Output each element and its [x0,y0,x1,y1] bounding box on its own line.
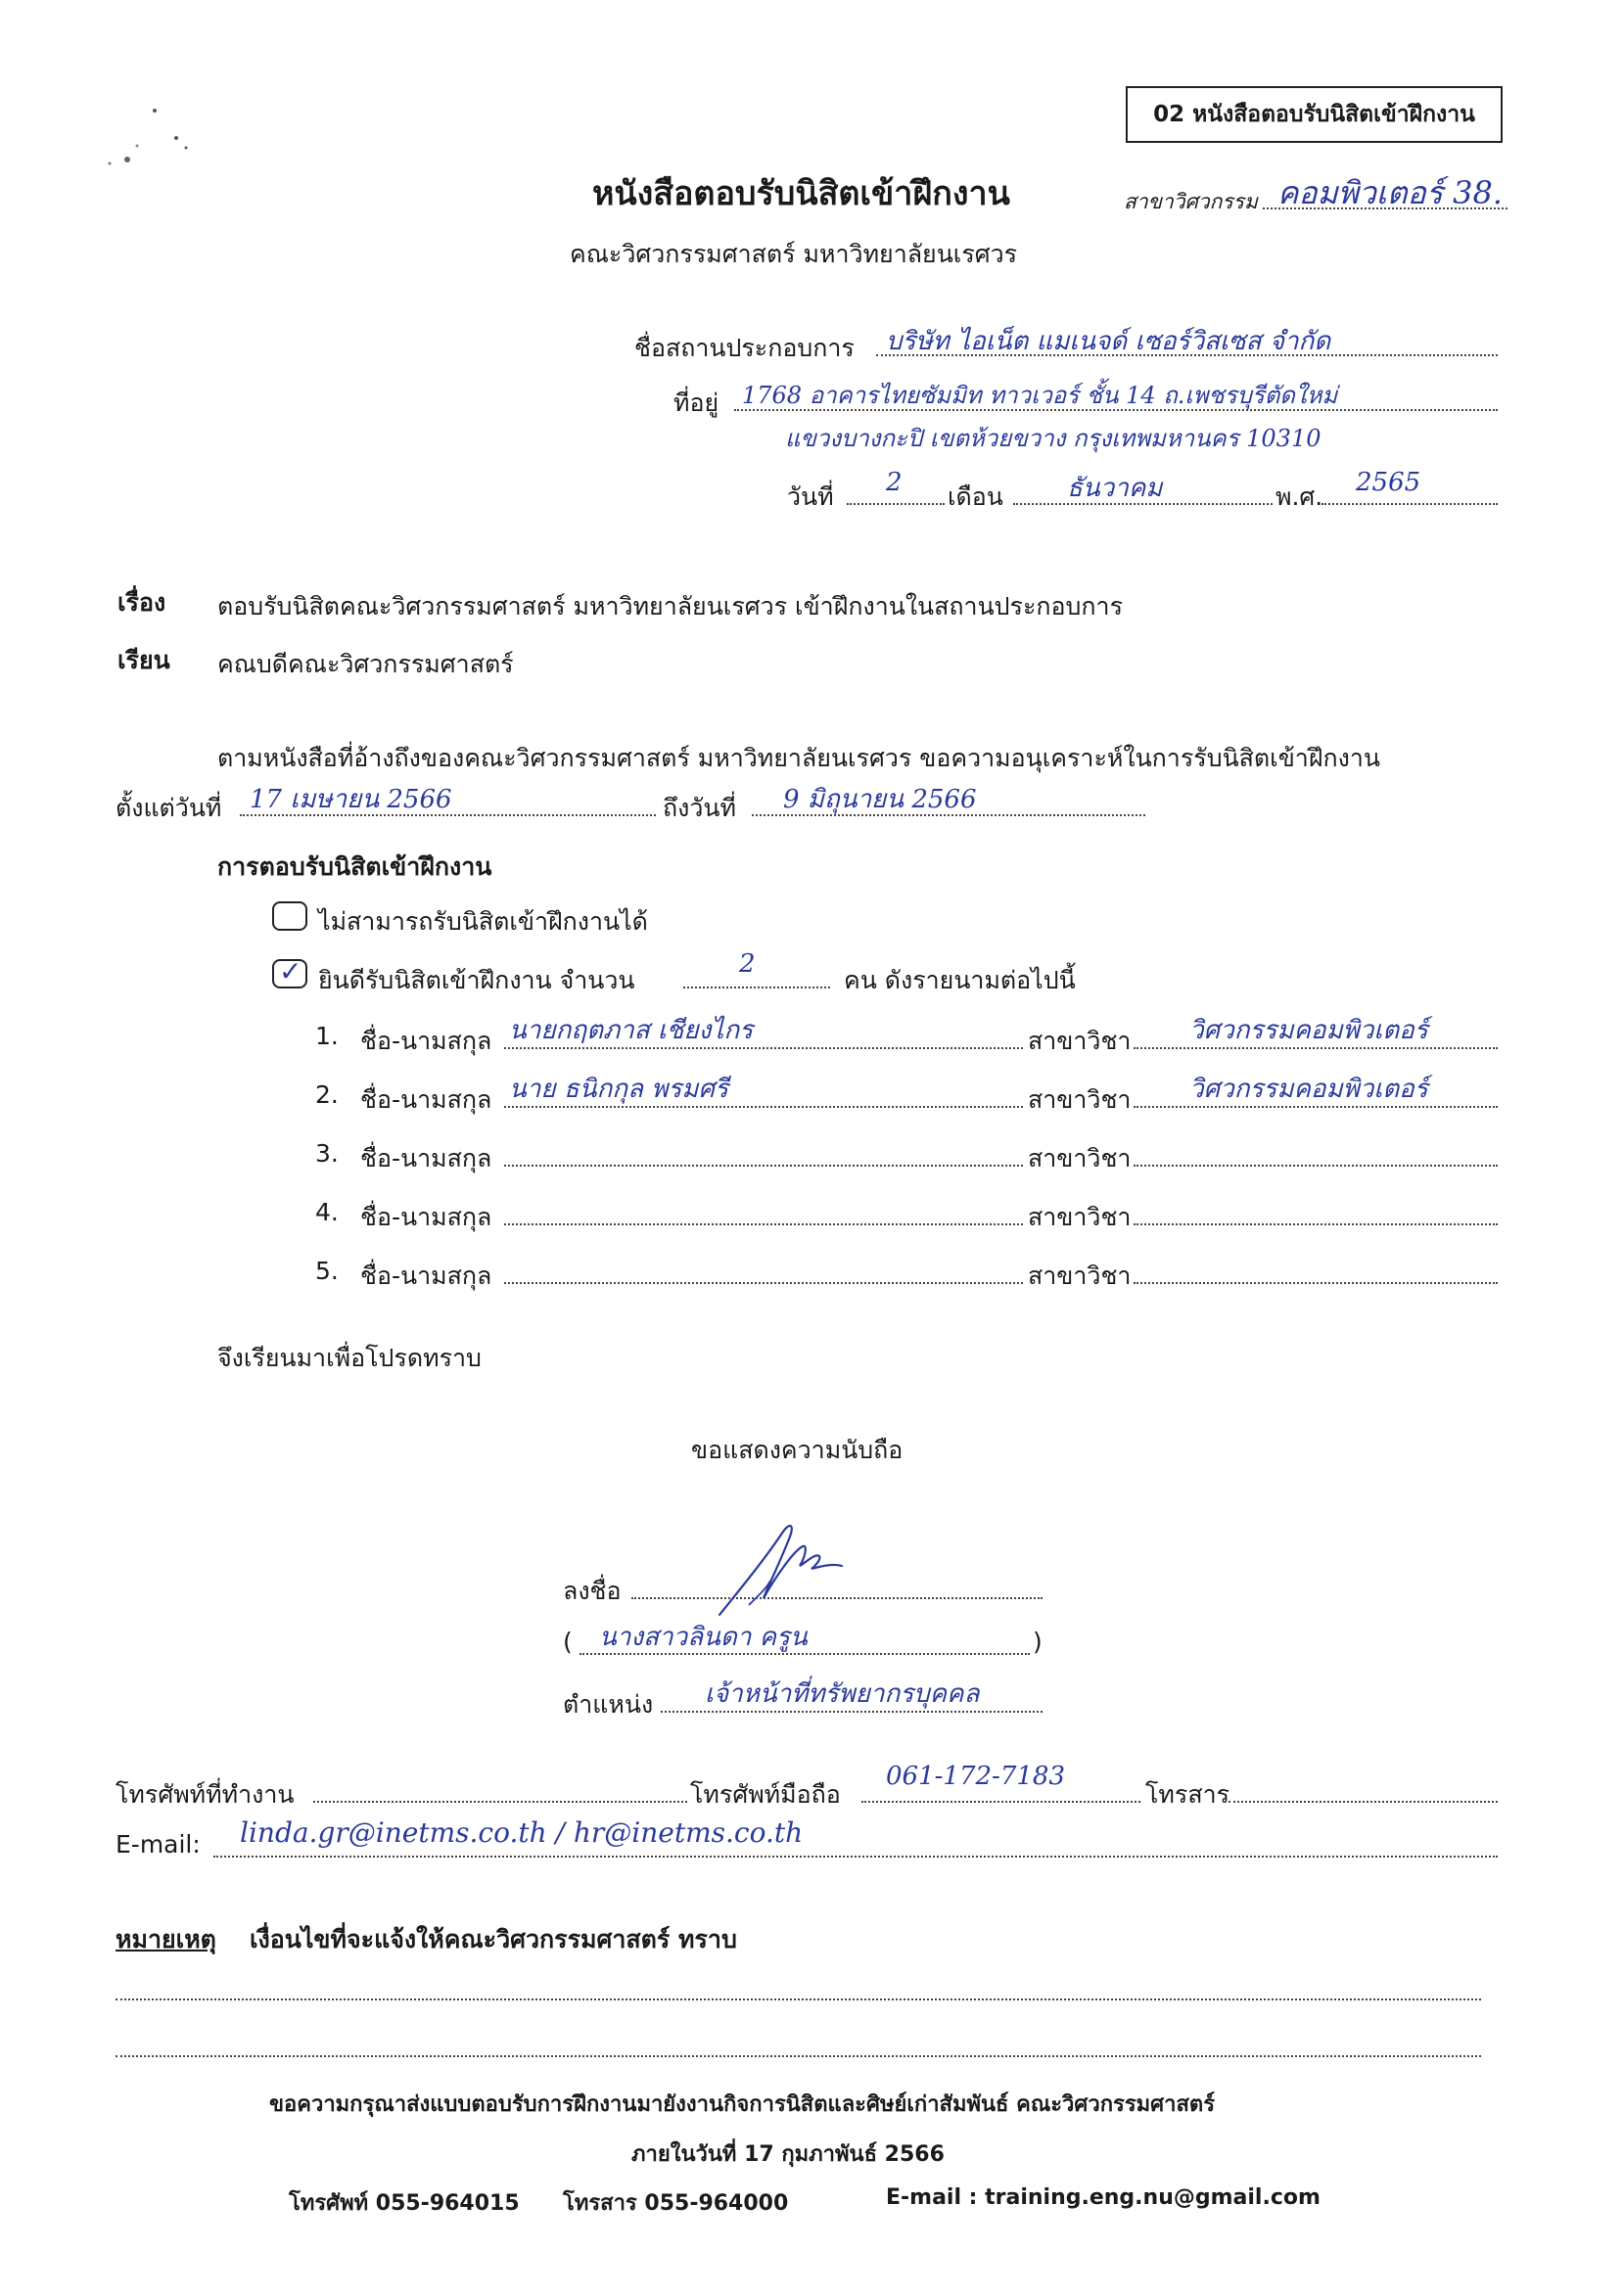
check-icon: ✓ [279,955,302,987]
position-label: ตำแหน่ง [563,1690,654,1719]
page-title: หนังสือตอบรับนิสิตเข้าฝึกงาน [592,174,1010,213]
student-no: 5. [315,1257,339,1285]
branch-label: สาขาวิศวกรรม [1124,190,1258,213]
date-year-dots [1322,503,1498,505]
signature-image [710,1512,857,1625]
date-year-label: พ.ศ. [1275,482,1323,511]
student-major-label: สาขาวิชา [1028,1027,1132,1055]
footer-line2: ภายในวันที่ 17 กุมภาพันธ์ 2566 [631,2142,945,2167]
date-day: 2 [886,468,903,497]
scan-specks [98,103,206,181]
page-subtitle: คณะวิศวกรรมศาสตร์ มหาวิทยาลัยนเรศวร [570,240,1018,268]
reject-checkbox[interactable] [272,901,307,931]
subject-label: เรื่อง [117,588,166,617]
student-major-dots [1134,1282,1498,1284]
student-name-label: ชื่อ-นามสกุล [360,1144,492,1172]
period-from-value: 17 เมษายน 2566 [250,785,452,814]
student-name: นายกฤตภาส เชียงไกร [509,1016,754,1045]
student-major-label: สาขาวิชา [1028,1262,1132,1290]
sign-label: ลงชื่อ [563,1577,622,1605]
form-code: 02 หนังสือตอบรับนิสิตเข้าฝึกงาน [1153,102,1475,127]
note-line-1 [116,1998,1481,2000]
sign-close-paren: ) [1033,1628,1043,1656]
accept-checkbox[interactable] [272,955,307,988]
student-name-label: ชื่อ-นามสกุล [360,1027,492,1055]
student-name-label: ชื่อ-นามสกุล [360,1203,492,1231]
note-line-2 [116,2055,1481,2057]
footer-line1: ขอความกรุณาส่งแบบตอบรับการฝึกงานมายังงานกิจการนิสิตและศิษย์เก่าสัมพันธ์ คณะวิศวกรรมศาสตร์ [269,2092,1216,2117]
date-month: ธันวาคม [1067,474,1163,503]
accept-count-dots [683,987,830,988]
date-year: 2565 [1356,468,1421,497]
student-major: วิศวกรรมคอมพิวเตอร์ [1189,1075,1428,1104]
accept-suffix: คน ดังรายนามต่อไปนี้ [844,966,1076,994]
company-name-label: ชื่อสถานประกอบการ [634,334,855,362]
footer-phone: โทรศัพท์ 055-964015 [289,2191,520,2216]
address-line2: แขวงบางกะปิ เขตห้วยขวาง กรุงเทพมหานคร 10310 [785,425,1322,452]
acceptance-heading: การตอบรับนิสิตเข้าฝึกงาน [217,852,492,881]
date-month-label: เดือน [948,482,1003,511]
mobile-label: โทรศัพท์มือถือ [690,1780,841,1809]
footer-email: E-mail : training.eng.nu@gmail.com [886,2185,1321,2210]
signer-name: นางสาวลินดา ครูน [599,1623,808,1652]
mobile-value: 061-172-7183 [886,1762,1065,1791]
student-major-dots [1134,1223,1498,1225]
accept-count: 2 [739,949,756,979]
period-to-value: 9 มิถุนายน 2566 [783,785,977,814]
date-day-dots [847,503,945,505]
student-name-label: ชื่อ-นามสกุล [360,1262,492,1290]
branch-value: คอมพิวเตอร์ 38. [1277,174,1503,211]
form-code-box [1126,86,1503,143]
period-to-label: ถึงวันที่ [663,794,736,822]
work-phone-label: โทรศัพท์ที่ทำงาน [116,1780,295,1809]
to-label: เรียน [117,646,170,674]
accept-label: ยินดีรับนิสิตเข้าฝึกงาน จำนวน [318,966,635,994]
student-major: วิศวกรรมคอมพิวเตอร์ [1189,1016,1428,1045]
student-name-dots [504,1223,1023,1225]
note-text: เงื่อนไขที่จะแจ้งให้คณะวิศวกรรมศาสตร์ ทราบ [250,1925,737,1953]
email-dots [213,1856,1498,1858]
company-name-value: บริษัท ไอเน็ต แมเนจด์ เซอร์วิสเซส จำกัด [886,327,1331,356]
to-text: คณบดีคณะวิศวกรรมศาสตร์ [217,650,514,678]
student-major-label: สาขาวิชา [1028,1085,1132,1114]
fax-dots [1229,1801,1498,1803]
student-major-label: สาขาวิชา [1028,1144,1132,1172]
student-no: 2. [315,1080,339,1109]
note-label: หมายเหตุ [116,1925,216,1953]
closing-text: จึงเรียนมาเพื่อโปรดทราบ [217,1344,482,1372]
footer-fax: โทรสาร 055-964000 [563,2191,789,2216]
signer-position: เจ้าหน้าที่ทรัพยากรบุคคล [705,1679,980,1709]
reject-label: ไม่สามารถรับนิสิตเข้าฝึกงานได้ [318,907,648,936]
regards-text: ขอแสดงความนับถือ [691,1436,904,1464]
address-label: ที่อยู่ [673,389,719,417]
student-major-label: สาขาวิชา [1028,1203,1132,1231]
date-day-label: วันที่ [787,482,834,511]
sign-open-paren: ( [563,1628,573,1656]
email-value: linda.gr@inetms.co.th / hr@inetms.co.th [240,1816,804,1849]
student-name: นาย ธนิกกุล พรมศรี [509,1075,728,1104]
work-phone-dots [313,1801,687,1803]
mobile-dots [861,1801,1140,1803]
subject-text: ตอบรับนิสิตคณะวิศวกรรมศาสตร์ มหาวิทยาลัยนเรศวร เข้าฝึกงานในสถานประกอบการ [217,592,1124,620]
student-name-label: ชื่อ-นามสกุล [360,1085,492,1114]
student-name-dots [504,1165,1023,1167]
fax-label: โทรสาร [1145,1780,1230,1809]
email-label: E-mail: [116,1830,201,1859]
student-name-dots [504,1282,1023,1284]
student-no: 3. [315,1139,339,1168]
student-major-dots [1134,1165,1498,1167]
student-no: 4. [315,1198,339,1226]
period-from-label: ตั้งแต่วันที่ [116,794,222,822]
address-line1: 1768 อาคารไทยซัมมิท ทาวเวอร์ ชั้น 14 ถ.เพชรบุรีตัดใหม่ [742,382,1338,409]
intro-text: ตามหนังสือที่อ้างถึงของคณะวิศวกรรมศาสตร์ มหาวิทยาลัยนเรศวร ขอความอนุเคราะห์ในการรับนิสิตเข้าฝึกงาน [217,744,1380,772]
student-no: 1. [315,1022,339,1050]
